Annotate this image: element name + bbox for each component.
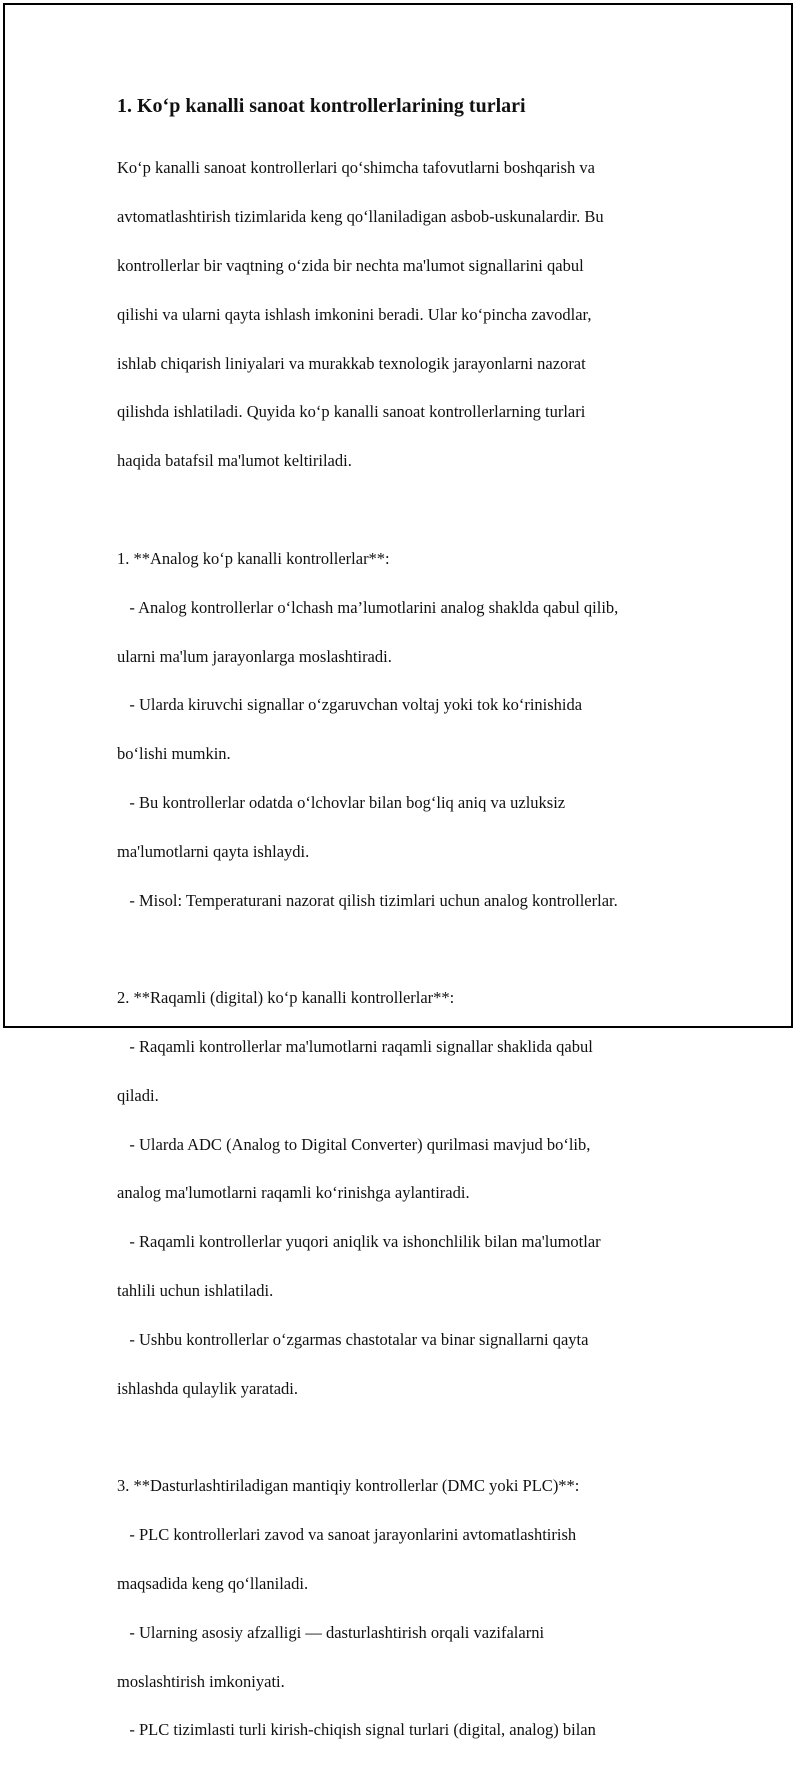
text-line: analog ma'lumotlarni raqamli ko‘rinishga aylantiradi. — [117, 1183, 470, 1203]
text-line: - Ularning asosiy afzalligi — dasturlashtirish orqali vazifalarni — [117, 1622, 545, 1642]
text-line: kontrollerlar bir vaqtning o‘zida bir nechta ma'lumot signallarini qabul — [117, 256, 584, 276]
section-digital — [117, 962, 707, 1426]
text-line: - Bu kontrollerlar odatda o‘lchovlar bilan bog‘liq aniq va uzluksiz — [117, 792, 566, 812]
blank-line — [117, 937, 707, 961]
text-line: ishlab chiqarish liniyalari va murakkab texnologik jarayonlarni nazorat — [117, 353, 586, 373]
text-line: - Raqamli kontrollerlar ma'lumotlarni raqamli signallar shaklida qabul — [117, 1037, 593, 1056]
text-line: - Analog kontrollerlar o‘lchash ma’lumotlarini analog shaklda qabul qilib, — [117, 597, 619, 617]
text-line: - Ularda ADC (Analog to Digital Converter) qurilmasi mavjud bo‘lib, — [117, 1134, 591, 1154]
section-title: 1. **Analog ko‘p kanalli kontrollerlar**: — [117, 548, 390, 568]
document-body — [117, 94, 707, 1767]
text-line: moslashtirish imkoniyati. — [117, 1671, 285, 1691]
text-line: qilishda ishlatiladi. Quyida ko‘p kanalli sanoat kontrollerlarning turlari — [117, 402, 586, 422]
intro-paragraph — [117, 132, 707, 498]
text-line: - PLC tizimlasti turli kirish-chiqish signal turlari (digital, analog) bilan — [117, 1720, 596, 1740]
text-line: - Raqamli kontrollerlar yuqori aniqlik va ishonchlilik bilan ma'lumotlar — [117, 1232, 601, 1252]
text-line: tahlili uchun ishlatiladi. — [117, 1281, 274, 1301]
text-line: Ko‘p kanalli sanoat kontrollerlari qo‘shimcha tafovutlarni boshqarish va — [117, 158, 595, 178]
text-line: bo‘lishi mumkin. — [117, 744, 231, 764]
text-line: qiladi. — [117, 1085, 159, 1105]
blank-line — [117, 1426, 707, 1450]
text-line: - Ularda kiruvchi signallar o‘zgaruvchan voltaj yoki tok ko‘rinishida — [117, 695, 583, 715]
text-line: haqida batafsil ma'lumot keltiriladi. — [117, 451, 352, 471]
section-plc — [117, 1450, 707, 1767]
text-line: ishlashda qulaylik yaratadi. — [117, 1378, 298, 1398]
text-line: maqsadida keng qo‘llaniladi. — [117, 1573, 309, 1593]
blank-line — [117, 498, 707, 522]
text-line: avtomatlashtirish tizimlarida keng qo‘llaniladigan asbob-uskunalardir. Bu — [117, 207, 604, 227]
text-line: ma'lumotlarni qayta ishlaydi. — [117, 841, 310, 861]
text-line: ularni ma'lum jarayonlarga moslashtiradi. — [117, 646, 392, 666]
text-line: - PLC kontrollerlari zavod va sanoat jarayonlarini avtomatlashtirish — [117, 1525, 577, 1545]
section-title: 2. **Raqamli (digital) ko‘p kanalli kontrollerlar**: — [117, 988, 455, 1008]
section-analog — [117, 522, 707, 937]
text-line: qilishi va ularni qayta ishlash imkonini beradi. Ular ko‘pincha zavodlar, — [117, 304, 592, 324]
text-line: - Ushbu kontrollerlar o‘zgarmas chastotalar va binar signallarni qayta — [117, 1329, 589, 1349]
document-heading: 1. Ko‘p kanalli sanoat kontrollerlarining turlari — [117, 95, 526, 117]
text-line: - Misol: Temperaturani nazorat qilish tizimlari uchun analog kontrollerlar. — [117, 890, 618, 910]
section-title: 3. **Dasturlashtiriladigan mantiqiy kontrollerlar (DMC yoki PLC)**: — [117, 1476, 580, 1496]
